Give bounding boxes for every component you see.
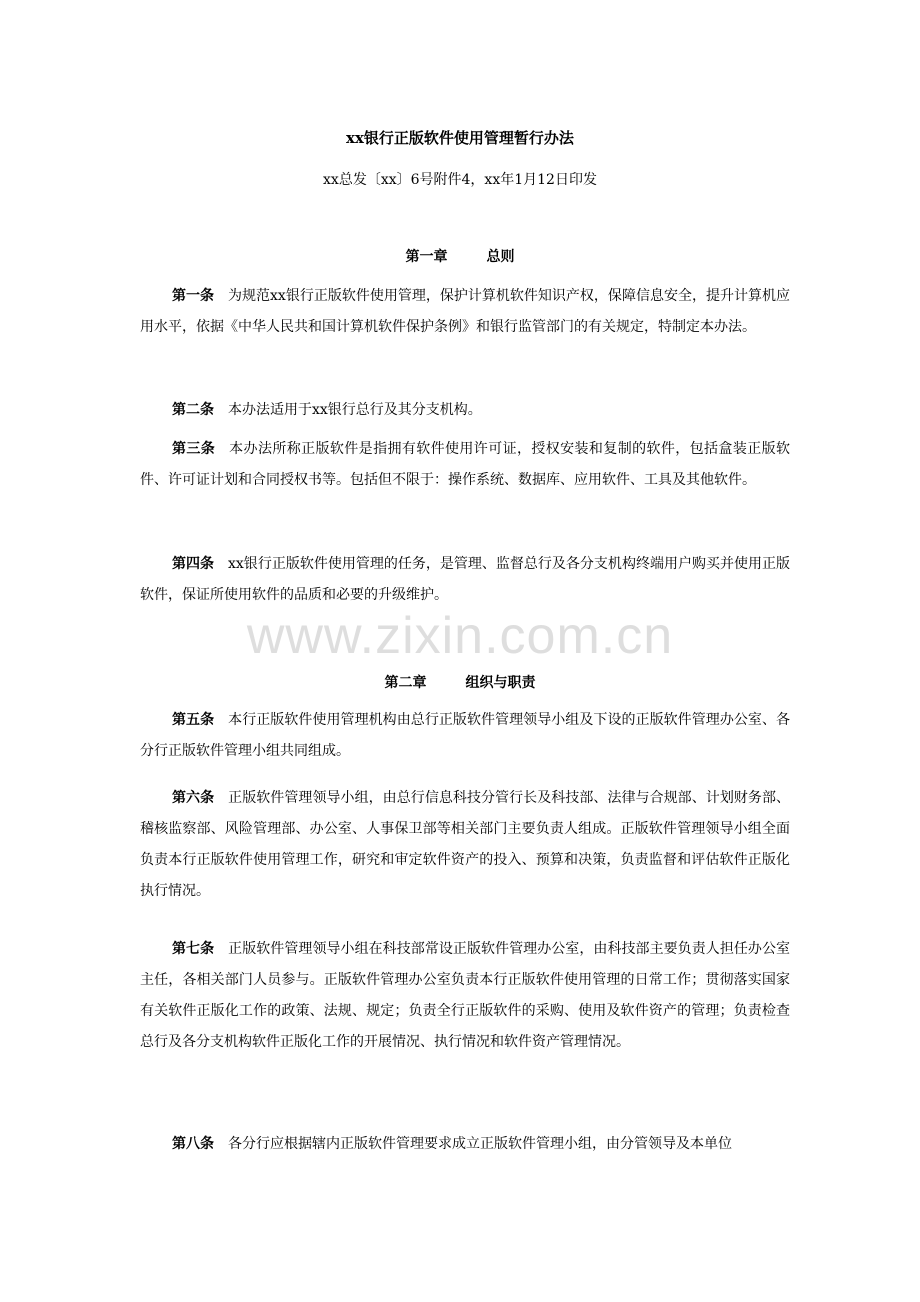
article-8: [140, 1129, 790, 1160]
article-text: 正版软件管理领导小组，由总行信息科技分管行长及科技部、法律与合规部、计划财务部、稽核监察部、风险管理部、办公室、人事保卫部等相关部门主要负责人组成。正版软件管理领导小组全面负责本行正版软件使用管理工作，研究和审定软件资产的投入、预算和决策，负责监督和评估软件正版化执行情况。: [140, 790, 791, 899]
article-text: 本办法所称正版软件是指拥有软件使用许可证，授权安装和复制的软件，包括盒装正版软件、许可证计划和合同授权书等。包括但不限于：操作系统、数据库、应用软件、工具及其他软件。: [140, 441, 790, 488]
document-title: xx银行正版软件使用管理暂行办法: [346, 129, 574, 147]
article-number: 第二条: [172, 402, 214, 418]
article-text: 正版软件管理领导小组在科技部常设正版软件管理办公室，由科技部主要负责人担任办公室主任，各相关部门人员参与。正版软件管理办公室负责本行正版软件使用管理的日常工作；贯彻落实国家有关软件正版化工作的政策、法规、规定；负责全行正版软件的采购、使用及软件资产的管理；负责检查总行及各分支机构软件正版化工作的开展情况、执行情况和软件资产管理情况。: [140, 941, 791, 1050]
chapter-2-heading: 第二章 组织与职责: [384, 675, 536, 691]
article-7: [140, 934, 790, 1058]
article-3: [140, 434, 790, 496]
article-4: [140, 549, 790, 611]
article-2: [140, 395, 790, 426]
article-text: 本办法适用于xx银行总行及其分支机构。: [228, 402, 482, 418]
document-subtitle: xx总发〔xx〕6号附件4，xx年1月12日印发: [323, 172, 597, 188]
article-number: 第三条: [172, 441, 216, 457]
article-number: 第八条: [172, 1136, 214, 1152]
article-number: 第一条: [172, 288, 215, 304]
article-number: 第七条: [172, 941, 215, 957]
article-text: xx银行正版软件使用管理的任务，是管理、监督总行及各分支机构终端用户购买并使用正版软件，保证所使用软件的品质和必要的升级维护。: [140, 556, 790, 603]
article-number: 第四条: [172, 556, 215, 572]
article-text: 为规范xx银行正版软件使用管理，保护计算机软件知识产权，保障信息安全，提升计算机应用水平，依据《中华人民共和国计算机软件保护条例》和银行监管部门的有关规定，特制定本办法。: [140, 288, 790, 335]
article-5: [140, 705, 790, 767]
article-6: [140, 783, 790, 907]
article-1: [140, 281, 790, 343]
article-number: 第五条: [172, 712, 215, 728]
article-number: 第六条: [172, 790, 215, 806]
article-text: 各分行应根据辖内正版软件管理要求成立正版软件管理小组，由分管领导及本单位: [228, 1136, 732, 1152]
article-text: 本行正版软件使用管理机构由总行正版软件管理领导小组及下设的正版软件管理办公室、各分行正版软件管理小组共同组成。: [140, 712, 791, 759]
chapter-1-heading: 第一章 总则: [405, 249, 515, 265]
site-watermark: www.zixin.com.cn: [246, 607, 674, 665]
